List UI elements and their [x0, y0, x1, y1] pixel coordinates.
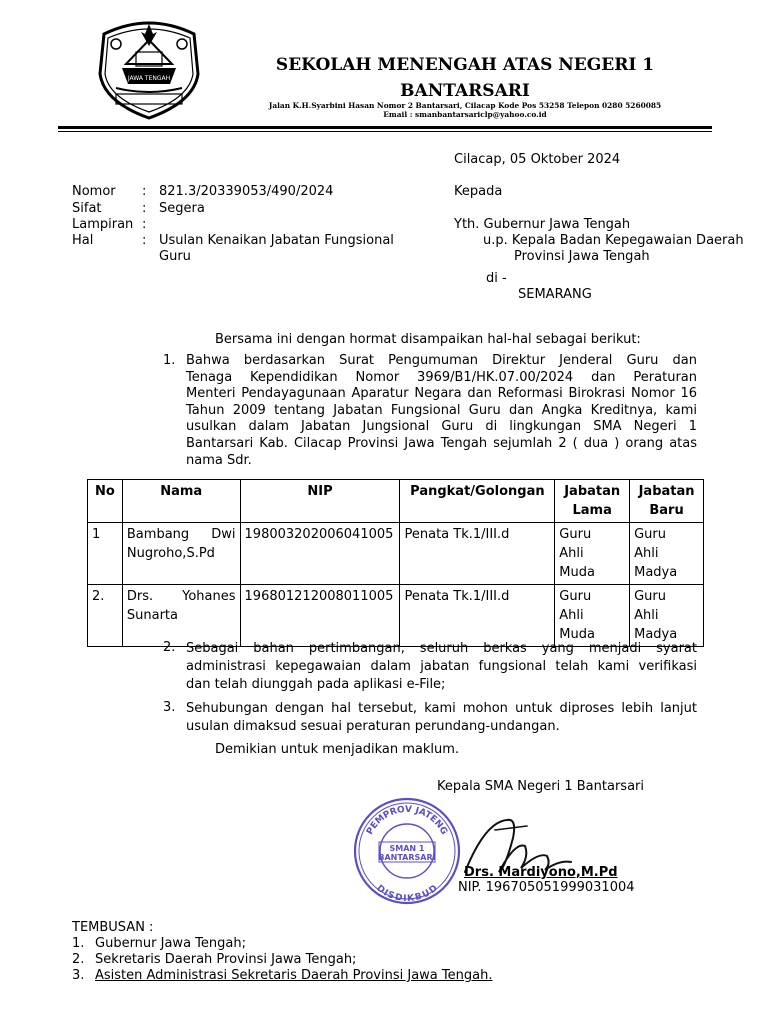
cell-line: Madya: [634, 627, 678, 642]
list-item-number: 1.: [72, 936, 85, 951]
meta-value-nomor: 821.3/20339053/490/2024: [159, 184, 334, 199]
school-name-heading: [240, 52, 690, 104]
recipient-yth: Yth. Gubernur Jawa Tengah: [454, 217, 631, 232]
cell-line: Muda: [559, 565, 595, 580]
point-2-line: administrasi kepegawaian dalam jabatan fungsional telah kami verifikasi: [186, 659, 697, 674]
point-1-line: Menteri Pendayagunaan Aparatur Negara dan Reformasi Birokrasi Nomor 16: [186, 386, 697, 402]
table-row: [88, 585, 704, 647]
cell-jabatan-lama: [555, 585, 630, 647]
cell-nama-part: Dwi: [211, 527, 236, 542]
point-1-text: [186, 353, 697, 469]
cell-nama: [122, 585, 240, 647]
header-jabatan-lama: [555, 480, 630, 523]
cell-line: Ahli: [634, 546, 659, 561]
header-no: No: [88, 480, 123, 523]
stamp-bottom-text: DISDIKBUD: [374, 883, 440, 905]
meta-value-hal: Usulan Kenaikan Jabatan Fungsional: [159, 233, 394, 248]
point-1-line: Tenaga Kependidikan Nomor 3969/B1/HK.07.00/2024 dan Peraturan: [186, 369, 697, 385]
cell-jabatan-lama: [555, 523, 630, 585]
cell-line: Ahli: [559, 546, 584, 561]
tembusan-heading: TEMBUSAN :: [72, 920, 154, 935]
point-number: 3.: [163, 700, 176, 715]
header-nip: NIP: [240, 480, 400, 523]
stamp-top-text: PEMPROV JATENG: [365, 804, 449, 837]
recipient-up-line2: Provinsi Jawa Tengah: [514, 249, 650, 264]
cell-no: 2.: [88, 585, 123, 647]
stamp-center-line1: SMAN 1: [389, 844, 425, 853]
header-jabatan-lama-line2: Lama: [572, 503, 612, 518]
point-1-line: usulkan dalam Jabatan Jungsional Guru di lingkungan SMA Negeri 1: [186, 419, 697, 435]
official-stamp: [352, 796, 462, 906]
point-3-text: [186, 700, 697, 736]
point-1-line: Tahun 2009 tentang Jabatan Fungsional Guru dan Angka Kreditnya, kami: [186, 402, 697, 418]
header-pangkat: Pangkat/Golongan: [400, 480, 555, 523]
meta-colon: :: [142, 201, 147, 216]
cell-no: 1: [88, 523, 123, 585]
meta-value-hal-cont: Guru: [159, 249, 191, 264]
svg-text:PEMPROV JATENG: [365, 805, 449, 837]
point-number: 1.: [163, 353, 176, 368]
point-1-line: nama Sdr.: [186, 452, 252, 468]
cell-nama: [122, 523, 240, 585]
cell-pangkat: Penata Tk.1/III.d: [400, 585, 555, 647]
meta-label-lampiran: Lampiran: [72, 217, 134, 232]
place-date: Cilacap, 05 Oktober 2024: [454, 152, 621, 167]
opening-paragraph: Bersama ini dengan hormat disampaikan hal-hal sebagai berikut:: [215, 332, 641, 347]
point-2-line: dan telah diunggah pada aplikasi e-File;: [186, 677, 446, 692]
header-nama: Nama: [122, 480, 240, 523]
cell-pangkat: Penata Tk.1/III.d: [400, 523, 555, 585]
header-rule-thin: [58, 131, 712, 132]
header-jabatan-lama-line1: Jabatan: [564, 484, 621, 499]
list-item: Sekretaris Daerah Provinsi Jawa Tengah;: [95, 952, 357, 967]
meta-label-nomor: Nomor: [72, 184, 116, 199]
cell-nip: 196801212008011005: [240, 585, 400, 647]
list-item: Asisten Administrasi Sekretaris Daerah Provinsi Jawa Tengah.: [95, 968, 493, 983]
header-rule-thick: [58, 126, 712, 129]
svg-text:JAWA TENGAH: JAWA TENGAH: [127, 75, 171, 82]
cell-nama-part: Nugroho,S.Pd: [126, 546, 215, 561]
meta-label-sifat: Sifat: [72, 201, 102, 216]
recipient-di: di -: [486, 271, 507, 286]
cell-nama-part: Yohanes: [182, 589, 236, 604]
cell-nama-part: Bambang: [126, 527, 190, 542]
signatory-title: Kepala SMA Negeri 1 Bantarsari: [437, 779, 644, 794]
stamp-center-line2: BANTARSARI: [378, 853, 436, 862]
jawa-tengah-emblem-logo: [86, 14, 212, 122]
list-item: Gubernur Jawa Tengah;: [95, 936, 246, 951]
cell-line: Madya: [634, 565, 678, 580]
school-address: [240, 101, 690, 119]
address-line: Jalan K.H.Syarbini Hasan Nomor 2 Bantarsari, Cilacap Kode Pos 53258 Telepon 0280 5260085: [268, 101, 662, 110]
cell-line: Guru: [634, 589, 667, 604]
table-row: [88, 523, 704, 585]
cell-nama-part: Drs.: [126, 589, 154, 604]
point-2-text: [186, 640, 697, 694]
table-header-row: [88, 480, 704, 523]
recipient-kepada: Kepada: [454, 184, 503, 199]
meta-colon: :: [142, 233, 147, 248]
point-2-line: Sebagai bahan pertimbangan, seluruh berkas yang menjadi syarat: [186, 641, 697, 656]
header-jabatan-baru-line1: Jabatan: [638, 484, 695, 499]
cell-line: Ahli: [634, 608, 659, 623]
point-3-line: usulan dimaksud sesuai peraturan perundang-undangan.: [186, 719, 560, 734]
list-item-number: 2.: [72, 952, 85, 967]
cell-line: Ahli: [559, 608, 584, 623]
cell-jabatan-baru: [630, 523, 704, 585]
recipient-up-line1: u.p. Kepala Badan Kepegawaian Daerah: [483, 233, 744, 248]
email-line: Email : smanbantarsariclp@yahoo.co.id: [383, 110, 547, 119]
point-number: 2.: [163, 640, 176, 655]
recipient-city: SEMARANG: [518, 287, 592, 302]
school-name-line1: SEKOLAH MENENGAH ATAS NEGERI 1: [275, 55, 655, 75]
point-3-line: Sehubungan dengan hal tersebut, kami mohon untuk diproses lebih lanjut: [186, 701, 697, 716]
meta-value-sifat: Segera: [159, 201, 205, 216]
svg-text:DISDIKBUD: [374, 884, 439, 905]
cell-line: Guru: [559, 589, 592, 604]
meta-colon: :: [142, 184, 147, 199]
cell-nip: 198003202006041005: [240, 523, 400, 585]
nominee-table: [87, 479, 704, 647]
header-jabatan-baru: [630, 480, 704, 523]
header-jabatan-baru-line2: Baru: [649, 503, 684, 518]
school-name-line2: BANTARSARI: [400, 81, 530, 101]
cell-nama-part: Sunarta: [126, 608, 178, 623]
signatory-nip: NIP. 196705051999031004: [458, 880, 635, 895]
cell-line: Guru: [559, 527, 592, 542]
point-1-line: Bahwa berdasarkan Surat Pengumuman Direktur Jenderal Guru dan: [186, 353, 697, 368]
closing-sentence: Demikian untuk menjadikan maklum.: [215, 742, 460, 757]
cell-jabatan-baru: [630, 585, 704, 647]
meta-colon: :: [142, 217, 147, 232]
point-1-line: Bantarsari Kab. Cilacap Provinsi Jawa Tengah sejumlah 2 ( dua ) orang atas: [186, 435, 697, 451]
signatory-name: Drs. Mardiyono,M.Pd: [464, 865, 618, 880]
cell-line: Guru: [634, 527, 667, 542]
meta-label-hal: Hal: [72, 233, 94, 248]
list-item-number: 3.: [72, 968, 85, 983]
cell-line: Muda: [559, 627, 595, 642]
